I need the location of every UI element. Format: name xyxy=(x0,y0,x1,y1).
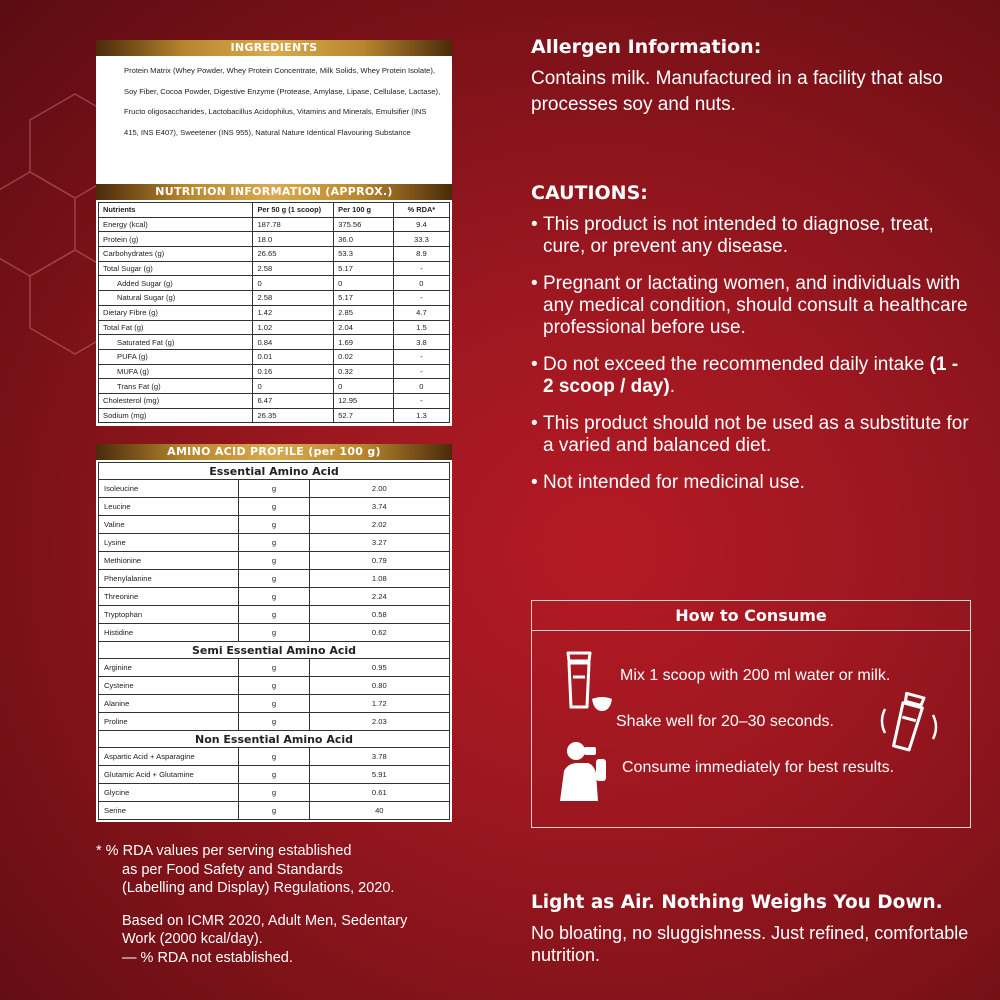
allergen-text: Contains milk. Manufactured in a facility that also processes soy and nuts. xyxy=(531,68,943,115)
amino-value: 0.62 xyxy=(309,624,449,642)
caution-item: • Not intended for medicinal use. xyxy=(531,472,971,494)
nutrient-per50: 1.42 xyxy=(253,305,334,320)
nutrient-name: Dietary Fibre (g) xyxy=(99,305,253,320)
tagline-section xyxy=(531,892,971,966)
nutrition-title: NUTRITION INFORMATION (APPROX.) xyxy=(96,184,452,200)
shaker-scoop-icon xyxy=(560,647,616,715)
amino-unit: g xyxy=(239,570,309,588)
amino-value: 2.24 xyxy=(309,588,449,606)
amino-section-row xyxy=(99,731,450,748)
footnote-line: — % RDA not established. xyxy=(122,949,293,966)
nutrient-name: Energy (kcal) xyxy=(99,217,253,232)
table-row xyxy=(99,624,450,642)
amino-unit: g xyxy=(239,624,309,642)
nutrient-rda: 9.4 xyxy=(393,217,449,232)
nutrient-per50: 18.0 xyxy=(253,232,334,247)
nutrient-rda: - xyxy=(393,349,449,364)
table-row xyxy=(99,516,450,534)
amino-unit: g xyxy=(239,606,309,624)
amino-name: Aspartic Acid + Asparagine xyxy=(99,748,239,766)
amino-value: 40 xyxy=(309,802,449,820)
caution-item: • This product is not intended to diagnose, treat, cure, or prevent any disease. xyxy=(531,214,971,258)
nutrient-per50: 0 xyxy=(253,276,334,291)
nutrient-per100: 52.7 xyxy=(334,408,394,423)
caution-item: • Pregnant or lactating women, and individuals with any medical condition, should consult a healthcare professional before use. xyxy=(531,273,971,339)
caution-intake-text: Do not exceed the recommended daily intake xyxy=(543,354,930,375)
amino-name: Histidine xyxy=(99,624,239,642)
how-to-consume-box xyxy=(531,600,971,828)
cautions-list xyxy=(531,214,971,494)
ingredients-panel xyxy=(96,40,452,202)
footnote-line: Based on ICMR 2020, Adult Men, Sedentary xyxy=(122,912,408,929)
footnote-line: Work (2000 kcal/day). xyxy=(122,931,263,947)
consume-title: How to Consume xyxy=(532,601,970,631)
table-row xyxy=(99,335,450,350)
amino-section-title: Essential Amino Acid xyxy=(99,463,450,480)
amino-value: 2.00 xyxy=(309,480,449,498)
nutrient-name: Cholesterol (mg) xyxy=(99,393,253,408)
amino-value: 2.02 xyxy=(309,516,449,534)
table-row xyxy=(99,261,450,276)
table-row xyxy=(99,534,450,552)
table-row xyxy=(99,320,450,335)
header-per50: Per 50 g (1 scoop) xyxy=(253,203,334,218)
table-row xyxy=(99,232,450,247)
nutrient-per100: 0 xyxy=(334,379,394,394)
nutrient-per100: 1.69 xyxy=(334,335,394,350)
amino-name: Arginine xyxy=(99,659,239,677)
nutrient-per50: 0 xyxy=(253,379,334,394)
amino-unit: g xyxy=(239,748,309,766)
caution-intake-end: . xyxy=(669,376,675,397)
amino-value: 2.03 xyxy=(309,713,449,731)
nutrient-name: Carbohydrates (g) xyxy=(99,247,253,262)
amino-name: Methionine xyxy=(99,552,239,570)
amino-unit: g xyxy=(239,766,309,784)
nutrient-name: Sodium (mg) xyxy=(99,408,253,423)
amino-value: 5.91 xyxy=(309,766,449,784)
nutrient-per50: 0.84 xyxy=(253,335,334,350)
amino-value: 3.78 xyxy=(309,748,449,766)
nutrient-rda: - xyxy=(393,291,449,306)
amino-section-row xyxy=(99,642,450,659)
nutrient-per50: 26.65 xyxy=(253,247,334,262)
consume-step-1: Mix 1 scoop with 200 ml water or milk. xyxy=(620,667,891,684)
amino-name: Glycine xyxy=(99,784,239,802)
amino-name: Glutamic Acid + Glutamine xyxy=(99,766,239,784)
nutrient-rda: 0 xyxy=(393,379,449,394)
shaking-bottle-icon xyxy=(877,689,941,757)
amino-value: 0.58 xyxy=(309,606,449,624)
nutrient-name: MUFA (g) xyxy=(99,364,253,379)
nutrient-per100: 375.56 xyxy=(334,217,394,232)
consume-step-3: Consume immediately for best results. xyxy=(622,759,895,776)
nutrient-per50: 0.16 xyxy=(253,364,334,379)
cautions-section xyxy=(531,182,971,509)
table-row xyxy=(99,659,450,677)
table-row xyxy=(99,364,450,379)
footnote-line: as per Food Safety and Standards xyxy=(122,861,343,878)
nutrient-per50: 0.01 xyxy=(253,349,334,364)
table-row xyxy=(99,379,450,394)
nutrient-per100: 5.17 xyxy=(334,261,394,276)
nutrient-rda: - xyxy=(393,261,449,276)
nutrient-per100: 36.0 xyxy=(334,232,394,247)
header-rda: % RDA* xyxy=(393,203,449,218)
table-row xyxy=(99,393,450,408)
amino-name: Valine xyxy=(99,516,239,534)
nutrient-per100: 5.17 xyxy=(334,291,394,306)
table-row xyxy=(99,713,450,731)
nutrient-rda: 3.8 xyxy=(393,335,449,350)
header-nutrients: Nutrients xyxy=(99,203,253,218)
cautions-title: CAUTIONS: xyxy=(531,182,648,204)
ingredients-text: Protein Matrix (Whey Powder, Whey Protein Concentrate, Milk Solids, Whey Protein Isolate), Soy Fiber, Cocoa Powder, Digestive Enzyme (Protease, Amylase, Lipase, Cellulase, Lactase), Fructo oligosaccharides, Lactobacillus Acidophilus, Vitamins and Minerals, Emulsifier (INS 415, INS E407), Sweetener (INS 955), Natural Nature Identical Flavouring Substance xyxy=(96,56,452,202)
amino-name: Leucine xyxy=(99,498,239,516)
consume-step-2: Shake well for 20–30 seconds. xyxy=(616,713,834,730)
amino-unit: g xyxy=(239,784,309,802)
nutrient-rda: - xyxy=(393,393,449,408)
caution-item xyxy=(531,354,971,398)
amino-unit: g xyxy=(239,480,309,498)
amino-value: 3.74 xyxy=(309,498,449,516)
amino-value: 0.79 xyxy=(309,552,449,570)
nutrient-per50: 187.78 xyxy=(253,217,334,232)
nutrient-per100: 0 xyxy=(334,276,394,291)
nutrient-name: Protein (g) xyxy=(99,232,253,247)
ingredients-title: INGREDIENTS xyxy=(96,40,452,56)
table-row xyxy=(99,802,450,820)
table-row xyxy=(99,247,450,262)
amino-value: 0.80 xyxy=(309,677,449,695)
caution-item: • This product should not be used as a substitute for a varied and balanced diet. xyxy=(531,413,971,457)
amino-name: Serine xyxy=(99,802,239,820)
nutrient-per50: 2.58 xyxy=(253,261,334,276)
amino-panel xyxy=(96,444,452,822)
amino-section-row xyxy=(99,463,450,480)
table-row xyxy=(99,217,450,232)
nutrient-rda: 0 xyxy=(393,276,449,291)
allergen-title: Allergen Information: xyxy=(531,36,762,58)
amino-name: Phenylalanine xyxy=(99,570,239,588)
amino-unit: g xyxy=(239,677,309,695)
nutrient-per50: 1.02 xyxy=(253,320,334,335)
amino-value: 1.08 xyxy=(309,570,449,588)
table-row xyxy=(99,349,450,364)
nutrition-panel xyxy=(96,184,452,426)
amino-name: Cysteine xyxy=(99,677,239,695)
footnote-line: * % RDA values per serving established xyxy=(96,843,352,859)
amino-section-title: Semi Essential Amino Acid xyxy=(99,642,450,659)
amino-value: 3.27 xyxy=(309,534,449,552)
table-row xyxy=(99,480,450,498)
allergen-section xyxy=(531,36,971,118)
header-per100: Per 100 g xyxy=(334,203,394,218)
amino-unit: g xyxy=(239,588,309,606)
nutrition-table xyxy=(98,202,450,423)
amino-unit: g xyxy=(239,695,309,713)
nutrient-per50: 2.58 xyxy=(253,291,334,306)
nutrient-rda: 8.9 xyxy=(393,247,449,262)
rda-footnote xyxy=(96,842,476,967)
nutrient-per50: 6.47 xyxy=(253,393,334,408)
caution-intake-bold: (1 - 2 scoop / day) xyxy=(543,354,959,397)
nutrient-rda: 1.3 xyxy=(393,408,449,423)
amino-name: Threonine xyxy=(99,588,239,606)
nutrient-per50: 26.35 xyxy=(253,408,334,423)
nutrition-header-row xyxy=(99,203,450,218)
amino-name: Proline xyxy=(99,713,239,731)
nutrient-per100: 53.3 xyxy=(334,247,394,262)
nutrient-per100: 0.02 xyxy=(334,349,394,364)
nutrient-name: Total Fat (g) xyxy=(99,320,253,335)
nutrient-per100: 2.04 xyxy=(334,320,394,335)
nutrient-name: Total Sugar (g) xyxy=(99,261,253,276)
amino-table xyxy=(98,462,450,820)
table-row xyxy=(99,695,450,713)
amino-unit: g xyxy=(239,802,309,820)
table-row xyxy=(99,606,450,624)
amino-unit: g xyxy=(239,516,309,534)
nutrient-per100: 0.32 xyxy=(334,364,394,379)
amino-unit: g xyxy=(239,552,309,570)
table-row xyxy=(99,766,450,784)
drinking-person-icon xyxy=(558,739,618,801)
amino-unit: g xyxy=(239,498,309,516)
table-row xyxy=(99,784,450,802)
tagline-title: Light as Air. Nothing Weighs You Down. xyxy=(531,892,943,913)
nutrient-per100: 12.95 xyxy=(334,393,394,408)
amino-unit: g xyxy=(239,659,309,677)
table-row xyxy=(99,305,450,320)
nutrient-per100: 2.85 xyxy=(334,305,394,320)
amino-value: 0.61 xyxy=(309,784,449,802)
amino-unit: g xyxy=(239,534,309,552)
amino-name: Tryptophan xyxy=(99,606,239,624)
table-row xyxy=(99,588,450,606)
table-row xyxy=(99,677,450,695)
amino-name: Alanine xyxy=(99,695,239,713)
amino-section-title: Non Essential Amino Acid xyxy=(99,731,450,748)
tagline-text: No bloating, no sluggishness. Just refined, comfortable nutrition. xyxy=(531,923,969,965)
nutrient-name: Trans Fat (g) xyxy=(99,379,253,394)
table-row xyxy=(99,276,450,291)
nutrient-rda: 1.5 xyxy=(393,320,449,335)
table-row xyxy=(99,570,450,588)
table-row xyxy=(99,552,450,570)
table-row xyxy=(99,748,450,766)
nutrient-rda: 4.7 xyxy=(393,305,449,320)
amino-name: Lysine xyxy=(99,534,239,552)
amino-name: Isoleucine xyxy=(99,480,239,498)
footnote-line: (Labelling and Display) Regulations, 2020. xyxy=(122,880,395,896)
amino-value: 0.95 xyxy=(309,659,449,677)
nutrient-name: Saturated Fat (g) xyxy=(99,335,253,350)
amino-title: AMINO ACID PROFILE (per 100 g) xyxy=(96,444,452,460)
amino-value: 1.72 xyxy=(309,695,449,713)
table-row xyxy=(99,408,450,423)
nutrient-name: PUFA (g) xyxy=(99,349,253,364)
table-row xyxy=(99,291,450,306)
nutrient-name: Added Sugar (g) xyxy=(99,276,253,291)
nutrient-name: Natural Sugar (g) xyxy=(99,291,253,306)
nutrient-rda: 33.3 xyxy=(393,232,449,247)
amino-unit: g xyxy=(239,713,309,731)
nutrient-rda: - xyxy=(393,364,449,379)
table-row xyxy=(99,498,450,516)
